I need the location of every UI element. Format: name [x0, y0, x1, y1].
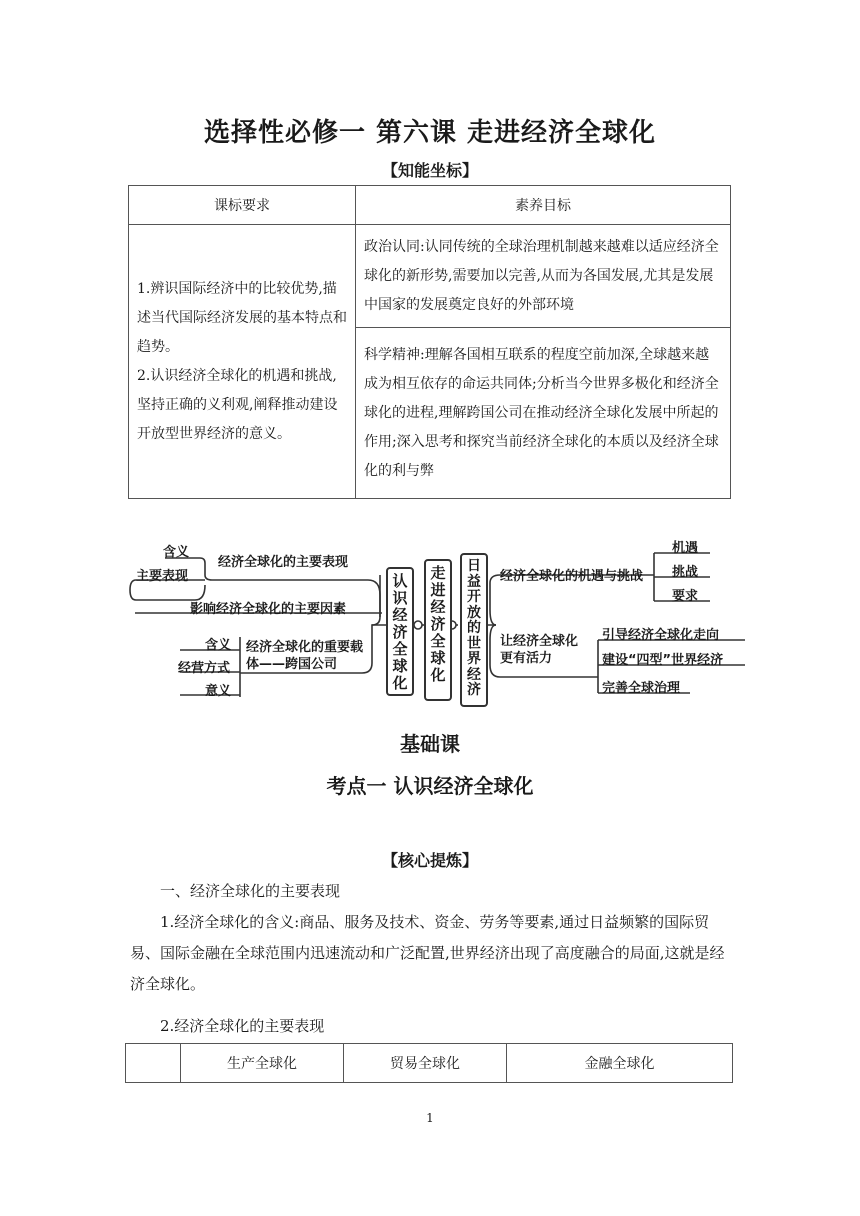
glob-header-finance: 金融全球化: [507, 1044, 733, 1083]
mm-vit-item: 完善全球治理: [602, 681, 681, 696]
mm-carrier-item: 含义: [205, 638, 232, 653]
page-number: 1: [426, 1111, 434, 1125]
mm-vit-item: 引导经济全球化走向: [602, 628, 720, 643]
mm-box-center: [460, 553, 488, 707]
mm-opp-item: 挑战: [672, 565, 699, 580]
mm-carrier-item: 意义: [205, 684, 232, 699]
glob-header-production: 生产全球化: [181, 1044, 344, 1083]
mm-box-right-topic: [424, 559, 452, 701]
mm-main-show: 主要表现: [136, 569, 189, 584]
standards-table: [128, 185, 731, 499]
point-heading: 考点一 认识经济全球化: [326, 774, 534, 798]
requirement-item: 2.认识经济全球化的机遇和挑战,坚持正确的义利观,阐释推动建设开放型世界经济的意义。: [137, 367, 338, 442]
paragraph-definition: 1.经济全球化的含义:商品、服务及技术、资金、劳务等要素,通过日益频繁的国际贸易、国际金融在全球范围内迅速流动和广泛配置,世界经济出现了高度融合的局面,这就是经济全球化。: [130, 913, 725, 993]
mm-opp-item: 机遇: [672, 541, 699, 556]
mm-carrier-item: 经营方式: [178, 661, 231, 676]
mm-box-left-topic: [386, 567, 414, 696]
glob-header-empty: [126, 1044, 181, 1083]
mm-main-manifest: 经济全球化的主要表现: [218, 555, 349, 570]
goal-cell: 科学精神:理解各国相互联系的程度空前加深,全球越来越成为相互依存的命运共同体;分析当今世界多极化和经济全球化的进程,理解跨国公司在推动经济全球化发展中所起的作用;深入思考和探究当前经济全球化的本质以及经济全球化的利与弊: [356, 328, 731, 499]
mind-map: [0, 525, 860, 710]
mm-vit-item: 建设“四型”世界经济: [602, 653, 724, 668]
mm-carrier: 经济全球化的重要载体——跨国公司: [246, 640, 364, 672]
goal-cell: 政治认同:认同传统的全球治理机制越来越难以适应经济全球化的新形势,需要加以完善,从而为各国发展,尤其是发展中国家的发展奠定良好的外部环境: [356, 225, 731, 328]
mm-right-topic: 走进经济全球化: [430, 564, 446, 684]
glob-header-trade: 贸易全球化: [344, 1044, 507, 1083]
mm-opp-item: 要求: [672, 589, 699, 604]
page-title: 选择性必修一 第六课 走进经济全球化: [203, 118, 657, 148]
mm-left-topic: 认识经济全球化: [392, 572, 408, 692]
mm-vitality: 让经济全球化更有活力: [500, 634, 579, 666]
section-heading-core: 【核心提炼】: [381, 851, 478, 870]
heading-main-manifest: 一、经济全球化的主要表现: [160, 882, 341, 900]
mm-factors: 影响经济全球化的主要因素: [190, 602, 347, 617]
basic-course-heading: 基础课: [400, 732, 460, 756]
globalization-table: [125, 1043, 733, 1083]
section-heading-knowledge: 【知能坐标】: [381, 161, 478, 180]
mm-opportunity: 经济全球化的机遇与挑战: [500, 569, 644, 584]
header-requirements: 课标要求: [129, 186, 356, 225]
mm-center: 日益开放的世界经济: [467, 558, 481, 698]
header-goals: 素养目标: [356, 186, 731, 225]
mm-meaning: 含义: [163, 545, 190, 560]
requirement-item: 1.辨识国际经济中的比较优势,描述当代国际经济发展的基本特点和趋势。: [137, 280, 347, 355]
paragraph-manifest-title: 2.经济全球化的主要表现: [160, 1017, 325, 1035]
requirements-cell: [129, 225, 356, 499]
